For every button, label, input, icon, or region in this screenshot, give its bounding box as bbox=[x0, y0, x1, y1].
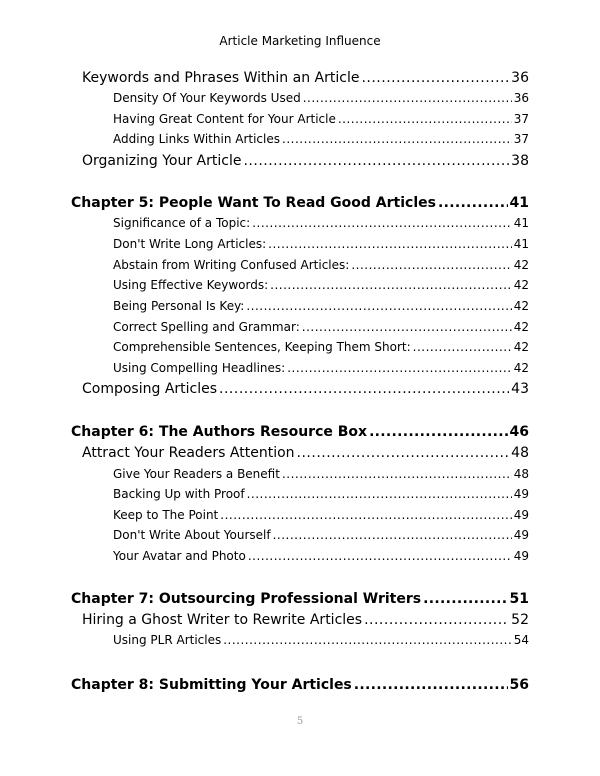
toc-entry-page: 36 bbox=[513, 91, 529, 105]
toc-entry-page: 51 bbox=[509, 591, 529, 607]
toc-entry-page: 42 bbox=[513, 320, 529, 334]
toc-entry[interactable] bbox=[113, 320, 529, 334]
toc-leader-dots bbox=[361, 70, 509, 86]
toc-entry-title: Correct Spelling and Grammar: bbox=[113, 320, 300, 334]
toc-entry-page: 42 bbox=[513, 258, 529, 272]
toc-entry-title: Using Effective Keywords: bbox=[113, 278, 269, 292]
toc-entry-title: Chapter 8: Submitting Your Articles bbox=[71, 677, 352, 693]
toc-entry[interactable] bbox=[113, 340, 529, 354]
toc-leader-dots bbox=[246, 299, 511, 313]
toc-leader-dots bbox=[220, 508, 511, 522]
toc-entry-title: Attract Your Readers Attention bbox=[82, 445, 295, 461]
toc-chapter-entry[interactable] bbox=[71, 677, 529, 693]
toc-entry-title: Hiring a Ghost Writer to Rewrite Articles bbox=[82, 612, 363, 628]
toc-entry-page: 48 bbox=[511, 445, 529, 461]
toc-entry-title: Organizing Your Article bbox=[82, 153, 242, 169]
toc-leader-dots bbox=[247, 487, 512, 501]
toc-entry-page: 43 bbox=[511, 381, 529, 397]
toc-entry-page: 49 bbox=[513, 487, 529, 501]
toc-entry-title: Having Great Content for Your Article bbox=[113, 112, 336, 126]
toc-entry[interactable] bbox=[113, 361, 529, 375]
toc-entry-page: 56 bbox=[509, 677, 529, 693]
toc-leader-dots bbox=[273, 528, 512, 542]
toc-leader-dots bbox=[268, 237, 512, 251]
toc-entry[interactable] bbox=[113, 258, 529, 272]
toc-entry-title: Being Personal Is Key: bbox=[113, 299, 245, 313]
toc-entry-page: 36 bbox=[511, 70, 529, 86]
toc-entry-title: Chapter 6: The Authors Resource Box bbox=[71, 424, 368, 440]
toc-entry[interactable] bbox=[113, 216, 529, 230]
toc-entry-page: 37 bbox=[513, 112, 529, 126]
toc-chapter-entry[interactable] bbox=[71, 424, 529, 440]
toc-entry-page: 42 bbox=[513, 278, 529, 292]
toc-leader-dots bbox=[297, 445, 510, 461]
toc-entry-title: Keywords and Phrases Within an Article bbox=[82, 70, 360, 86]
toc-entry[interactable] bbox=[82, 445, 529, 461]
toc-leader-dots bbox=[287, 361, 512, 375]
toc-entry[interactable] bbox=[82, 70, 529, 86]
toc-entry-page: 49 bbox=[513, 528, 529, 542]
toc-chapter-entry[interactable] bbox=[71, 591, 529, 607]
toc-entry-page: 41 bbox=[513, 237, 529, 251]
toc-entry-title: Chapter 7: Outsourcing Professional Writers bbox=[71, 591, 422, 607]
toc-entry[interactable] bbox=[113, 467, 529, 481]
toc-leader-dots bbox=[354, 677, 508, 693]
toc-entry[interactable] bbox=[113, 528, 529, 542]
toc-entry-page: 42 bbox=[513, 361, 529, 375]
toc-entry-page: 37 bbox=[513, 132, 529, 146]
toc-leader-dots bbox=[252, 216, 512, 230]
toc-leader-dots bbox=[351, 258, 511, 272]
toc-entry[interactable] bbox=[113, 549, 529, 563]
toc-entry-title: Your Avatar and Photo bbox=[113, 549, 246, 563]
toc-leader-dots bbox=[223, 633, 511, 647]
toc-entry-title: Density Of Your Keywords Used bbox=[113, 91, 301, 105]
toc-leader-dots bbox=[423, 591, 507, 607]
toc-chapter-entry[interactable] bbox=[71, 195, 529, 211]
toc-leader-dots bbox=[438, 195, 508, 211]
toc-entry[interactable] bbox=[113, 508, 529, 522]
toc-entry-page: 49 bbox=[513, 549, 529, 563]
toc-leader-dots bbox=[364, 612, 509, 628]
toc-entry-title: Using Compelling Headlines: bbox=[113, 361, 286, 375]
toc-entry[interactable] bbox=[82, 153, 529, 169]
toc-entry-title: Keep to The Point bbox=[113, 508, 219, 522]
toc-entry-page: 42 bbox=[513, 340, 529, 354]
toc-entry-title: Abstain from Writing Confused Articles: bbox=[113, 258, 350, 272]
running-header: Article Marketing Influence bbox=[219, 34, 381, 48]
toc-leader-dots bbox=[302, 320, 512, 334]
page-number: 5 bbox=[296, 716, 304, 727]
toc-entry-title: Comprehensible Sentences, Keeping Them Short: bbox=[113, 340, 411, 354]
toc-entry-page: 52 bbox=[511, 612, 529, 628]
toc-entry-title: Give Your Readers a Benefit bbox=[113, 467, 280, 481]
toc-entry-title: Chapter 5: People Want To Read Good Articles bbox=[71, 195, 436, 211]
toc-entry-title: Don't Write Long Articles: bbox=[113, 237, 267, 251]
toc-leader-dots bbox=[270, 278, 512, 292]
toc-entry-page: 42 bbox=[513, 299, 529, 313]
toc-entry[interactable] bbox=[82, 612, 529, 628]
toc-entry-page: 49 bbox=[513, 508, 529, 522]
toc-entry-page: 46 bbox=[509, 424, 529, 440]
toc-entry[interactable] bbox=[113, 299, 529, 313]
toc-entry-title: Adding Links Within Articles bbox=[113, 132, 280, 146]
toc-leader-dots bbox=[282, 467, 512, 481]
toc-entry[interactable] bbox=[113, 112, 529, 126]
toc-entry[interactable] bbox=[113, 278, 529, 292]
toc-leader-dots bbox=[282, 132, 512, 146]
toc-entry-page: 41 bbox=[513, 216, 529, 230]
toc-leader-dots bbox=[303, 91, 512, 105]
toc-entry-page: 38 bbox=[511, 153, 529, 169]
toc-entry-title: Using PLR Articles bbox=[113, 633, 222, 647]
toc-entry-page: 41 bbox=[509, 195, 529, 211]
toc-entry[interactable] bbox=[113, 237, 529, 251]
toc-entry[interactable] bbox=[113, 132, 529, 146]
toc-entry-page: 48 bbox=[513, 467, 529, 481]
toc-entry-title: Don't Write About Yourself bbox=[113, 528, 271, 542]
toc-entry[interactable] bbox=[82, 381, 529, 397]
toc-entry-title: Composing Articles bbox=[82, 381, 218, 397]
toc-entry-title: Significance of a Topic: bbox=[113, 216, 251, 230]
toc-entry-page: 54 bbox=[513, 633, 529, 647]
toc-leader-dots bbox=[369, 424, 507, 440]
toc-entry[interactable] bbox=[113, 633, 529, 647]
toc-leader-dots bbox=[413, 340, 512, 354]
toc-leader-dots bbox=[243, 153, 509, 169]
toc-entry[interactable] bbox=[113, 487, 529, 501]
toc-leader-dots bbox=[219, 381, 509, 397]
toc-entry-title: Backing Up with Proof bbox=[113, 487, 245, 501]
toc-leader-dots bbox=[248, 549, 512, 563]
toc-leader-dots bbox=[338, 112, 512, 126]
toc-entry[interactable] bbox=[113, 91, 529, 105]
